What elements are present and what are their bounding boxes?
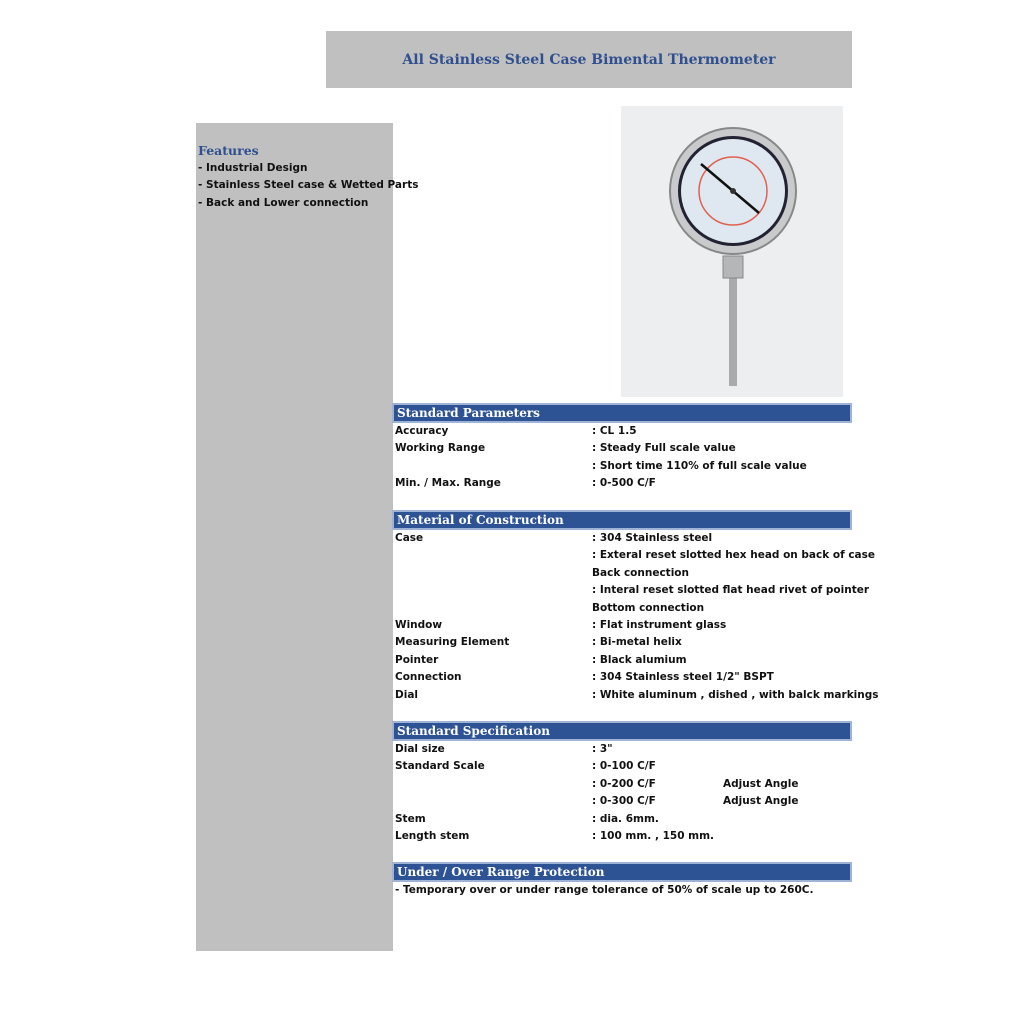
spec-row <box>392 828 852 845</box>
spec-row <box>392 617 852 634</box>
spec-row <box>392 547 876 564</box>
spec-label: Length stem <box>395 829 470 842</box>
spec-label: Accuracy <box>395 425 449 437</box>
page-title: All Stainless Steel Case Bimental Thermometer <box>326 31 852 88</box>
spec-row <box>392 582 870 599</box>
feature-item: - Industrial Design <box>198 162 308 174</box>
spec-value: : 100 mm. , 150 mm. <box>592 829 715 842</box>
feature-item: - Back and Lower connection <box>198 196 369 209</box>
spec-row <box>392 882 852 899</box>
spec-label: Dial size <box>395 743 445 755</box>
spec-value: : dia. 6mm. <box>592 812 659 825</box>
spec-value: : 0-200 C/F <box>592 777 656 790</box>
spec-row <box>392 440 852 457</box>
spec-row <box>392 652 852 669</box>
section-standard-parameters <box>392 403 852 493</box>
feature-item: - Stainless Steel case & Wetted Parts <box>198 179 419 192</box>
spec-value: Back connection <box>592 566 689 579</box>
spec-row <box>392 687 879 704</box>
spec-row <box>392 741 852 758</box>
spec-value: : Bi-metal helix <box>592 636 682 649</box>
spec-value: : Black alumium <box>592 653 687 666</box>
spec-value: : 0-300 C/F <box>592 795 656 808</box>
spec-value: : 0-100 C/F <box>592 760 656 773</box>
section-heading: Material of Construction <box>392 510 852 530</box>
spec-label: Dial <box>395 688 418 701</box>
section-heading: Standard Parameters <box>392 403 852 423</box>
spec-extra: Adjust Angle <box>723 795 799 808</box>
spec-label: Standard Scale <box>395 760 485 773</box>
section-heading: Standard Specification <box>392 721 852 741</box>
spec-label: Pointer <box>395 653 439 666</box>
spec-row <box>392 758 852 775</box>
spec-value: : White aluminum , dished , with balck markings <box>592 688 879 701</box>
thermometer-photo <box>621 106 843 397</box>
spec-row <box>392 634 852 651</box>
spec-label: Min. / Max. Range <box>395 477 501 490</box>
spec-value: : Steady Full scale value <box>592 442 736 455</box>
spec-row <box>392 776 852 793</box>
spec-value: : Flat instrument glass <box>592 618 727 631</box>
spec-row <box>392 423 852 440</box>
spec-row <box>392 811 852 828</box>
spec-value: : Exteral reset slotted hex head on back of case <box>592 549 876 562</box>
spec-value: Bottom connection <box>592 601 705 614</box>
spec-row <box>392 475 852 492</box>
sidebar-panel <box>196 123 393 951</box>
features-list <box>198 143 418 212</box>
section-material-of-construction <box>392 510 879 704</box>
spec-extra: Adjust Angle <box>723 777 799 790</box>
spec-label: Window <box>395 618 443 631</box>
spec-label: Measuring Element <box>395 636 510 649</box>
spec-row <box>392 669 852 686</box>
spec-label: Stem <box>395 812 426 825</box>
spec-row <box>392 458 852 475</box>
spec-row <box>392 600 852 617</box>
spec-label: Case <box>395 532 424 544</box>
section-heading: Under / Over Range Protection <box>392 862 852 882</box>
spec-row <box>392 565 852 582</box>
section-standard-specification <box>392 721 852 845</box>
features-heading: Features <box>198 143 259 158</box>
section-range-protection <box>392 862 852 899</box>
spec-value: : 304 Stainless steel 1/2" BSPT <box>592 671 774 684</box>
spec-value: : 304 Stainless steel <box>592 532 713 544</box>
spec-value: : 0-500 C/F <box>592 477 656 490</box>
spec-label: Connection <box>395 671 462 684</box>
spec-row <box>392 793 852 810</box>
spec-label: Working Range <box>395 442 486 455</box>
spec-value: : 3" <box>592 743 613 755</box>
spec-value: : CL 1.5 <box>592 425 637 437</box>
spec-value: : Interal reset slotted flat head rivet of pointer <box>592 584 870 597</box>
spec-row <box>392 530 852 547</box>
spec-value: : Short time 110% of full scale value <box>592 459 807 472</box>
spec-label: - Temporary over or under range tolerance of 50% of scale up to 260C. <box>395 884 814 896</box>
